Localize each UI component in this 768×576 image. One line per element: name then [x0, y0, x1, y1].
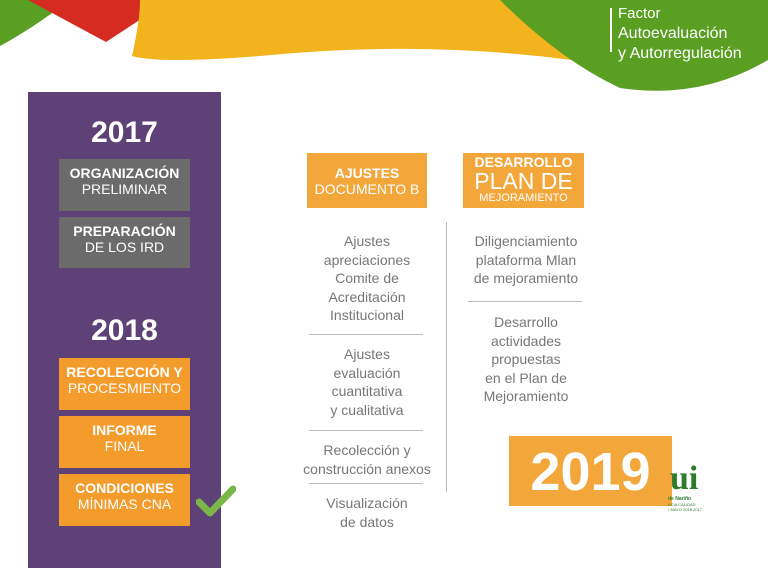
factor-title-line1: Autoevaluación	[618, 25, 728, 42]
ajustes-header	[307, 153, 427, 208]
ajustes-item-1-line: Ajustes	[344, 233, 390, 249]
desarrollo-item-2-line: Desarrollo	[494, 314, 558, 330]
desarrollo-header-bold: DESARROLLO	[474, 154, 573, 170]
ajustes-item-3-line: Recolección y	[323, 442, 411, 458]
year-2018: 2018	[91, 314, 158, 347]
logo-letters: ui	[670, 460, 699, 497]
ajustes-header-rest: DOCUMENTO B	[314, 181, 420, 197]
year-2017: 2017	[91, 116, 158, 149]
box-organizacion	[59, 159, 190, 211]
divider	[309, 430, 423, 431]
desarrollo-header	[463, 153, 584, 208]
year-2019: 2019	[509, 436, 672, 506]
preparacion-bold: PREPARACIÓN	[73, 223, 176, 239]
ajustes-item-4-line: Visualización	[326, 495, 408, 511]
factor-heading	[618, 4, 742, 64]
ajustes-item-3-line: construcción anexos	[303, 460, 431, 477]
column-divider	[446, 222, 447, 492]
ajustes-header-bold: AJUSTES	[334, 165, 400, 181]
preparacion-rest: DE LOS IRD	[84, 239, 165, 255]
ajustes-item-1-line: apreciaciones	[323, 251, 411, 268]
ajustes-item-2-line: Ajustes	[344, 346, 390, 362]
recoleccion-rest: PROCESMIENTO	[67, 380, 182, 396]
box-informe	[59, 416, 190, 468]
condiciones-bold: CONDICIONES	[75, 480, 174, 496]
recoleccion-bold: RECOLECCIÓN Y	[66, 364, 183, 380]
ajustes-item-4-line: de datos	[340, 513, 394, 530]
desarrollo-item-2-line: actividades	[490, 332, 562, 349]
logo-caption-1: de Nariño	[668, 496, 692, 502]
ajustes-item-1-line: Acreditación	[328, 288, 406, 305]
ajustes-item-2-line: cuantitativa	[331, 383, 403, 399]
organizacion-rest: PRELIMINAR	[81, 181, 168, 197]
factor-label: Factor	[618, 5, 661, 22]
ajustes-item-1-line: Comite de	[335, 270, 399, 286]
desarrollo-item-2-line: propuestas	[491, 351, 561, 367]
desarrollo-item-2-line: en el Plan de	[485, 369, 567, 386]
desarrollo-item-1	[460, 232, 592, 288]
ajustes-item-1-line: Institucional	[330, 307, 404, 323]
ajustes-item-1	[302, 232, 432, 325]
box-preparacion	[59, 217, 190, 268]
informe-rest: FINAL	[104, 438, 145, 454]
divider	[309, 334, 423, 335]
organizacion-bold: ORGANIZACIÓN	[69, 165, 180, 181]
ajustes-item-3	[294, 441, 440, 478]
desarrollo-item-2	[460, 313, 592, 406]
university-logo	[668, 462, 708, 522]
logo-caption-3: • MAYO 2018 2017	[668, 507, 703, 512]
desarrollo-item-1-line: Diligenciamiento	[474, 233, 578, 249]
logo-caption-2: ACIA CALIDAD	[668, 502, 696, 507]
desarrollo-item-1-line: plataforma Mlan	[475, 251, 577, 268]
divider	[309, 483, 423, 484]
ajustes-item-2-line: evaluación	[333, 364, 401, 381]
box-condiciones	[59, 474, 190, 526]
divider	[468, 301, 582, 302]
timeline-panel	[28, 92, 221, 568]
desarrollo-header-small: MEJORAMIENTO	[479, 192, 568, 204]
ajustes-item-2	[302, 345, 432, 419]
check-icon	[196, 484, 236, 518]
desarrollo-item-2-line: Mejoramiento	[483, 388, 569, 404]
yellow-wave	[132, 0, 572, 60]
ajustes-item-2-line: y cualitativa	[330, 401, 404, 418]
informe-bold: INFORME	[92, 422, 157, 438]
desarrollo-item-1-line: de mejoramiento	[473, 270, 579, 286]
desarrollo-header-big: PLAN DE	[474, 168, 573, 194]
box-recoleccion	[59, 358, 190, 410]
condiciones-rest: MÍNIMAS CNA	[77, 496, 172, 512]
factor-title-line2: y Autorregulación	[618, 45, 742, 62]
ajustes-item-4	[302, 494, 432, 531]
header-divider	[610, 8, 612, 52]
